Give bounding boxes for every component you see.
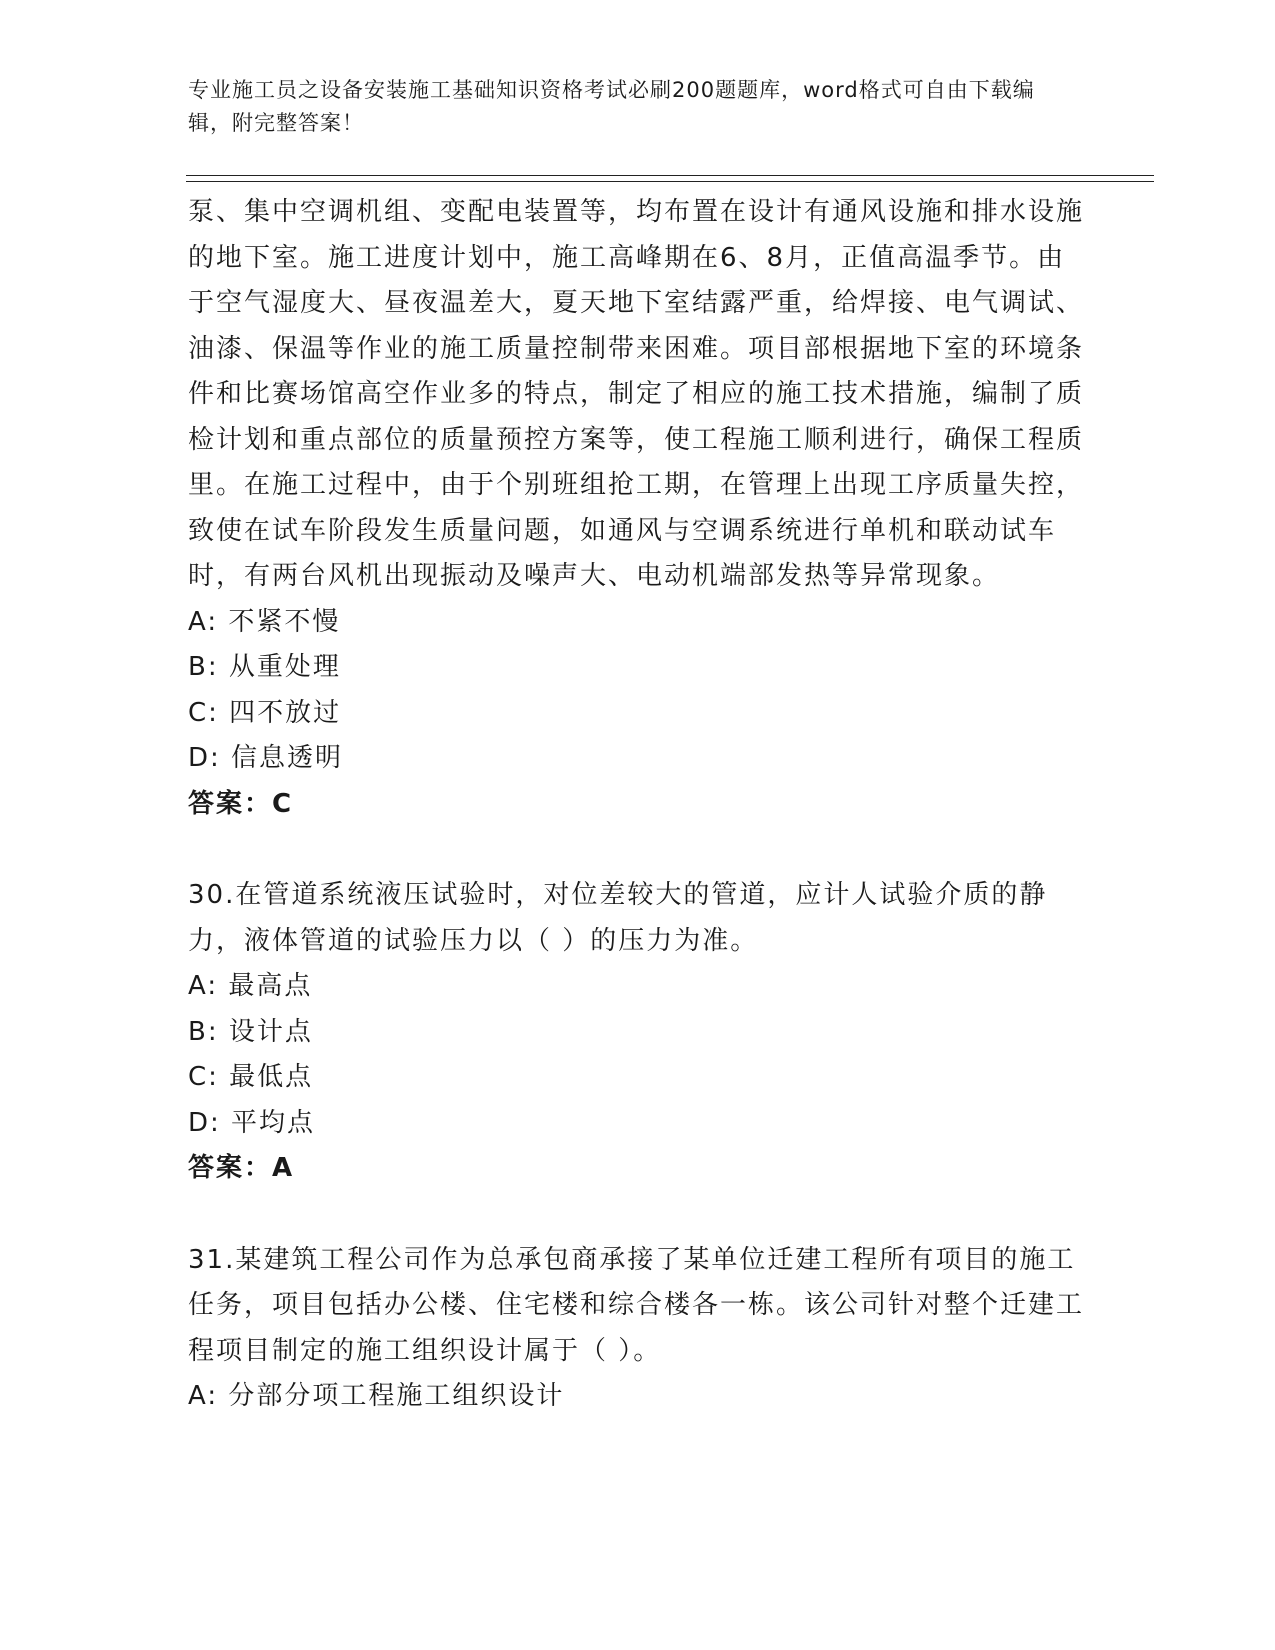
spacer [188,827,1088,873]
document-body [188,190,1088,1420]
option-d: D: 平均点 [188,1107,316,1138]
question-text: 31.某建筑工程公司作为总承包商承接了某单位迁建工程所有项目的施工任务，项目包括办公楼、住宅楼和综合楼各一栋。该公司针对整个迁建工程项目制定的施工组织设计属于（ ）。 [188,1244,1085,1366]
question-31 [188,1238,1088,1420]
question-30 [188,873,1088,1192]
option-c: C: 四不放过 [188,697,342,728]
question-29 [188,190,1088,827]
document-header [188,74,1068,140]
question-text: 30.在管道系统液压试验时，对位差较大的管道，应计人试验介质的静力，液体管道的试验压力以（ ）的压力为准。 [188,880,1048,956]
header-divider [186,175,1154,182]
spacer [188,1192,1088,1238]
option-b: B: 从重处理 [188,652,341,682]
document-title: 专业施工员之设备安装施工基础知识资格考试必刷200题题库，word格式可自由下载编辑，附完整答案！ [188,78,1035,135]
option-a: A: 不紧不慢 [188,606,341,637]
option-d: D: 信息透明 [188,743,344,773]
option-c: C: 最低点 [188,1062,314,1092]
option-b: B: 设计点 [188,1016,313,1047]
option-a: A: 分部分项工程施工组织设计 [188,1381,565,1411]
answer: 答案：C [188,788,294,819]
answer: 答案：A [188,1153,295,1183]
question-text: 泵、集中空调机组、变配电装置等，均布置在设计有通风设施和排水设施的地下室。施工进度计划中，施工高峰期在6、8月，正值高温季节。由于空气湿度大、昼夜温差大，夏天地下室结露严重，给焊接、电气调试、油漆、保温等作业的施工质量控制带来困难。项目部根据地下室的环境条件和比赛场馆高空作业多的特点，制定了相应的施工技术措施，编制了质检计划和重点部位的质量预控方案等，使工程施工顺利进行，确保工程质里。在施工过程中，由于个别班组抢工期，在管理上出现工序质量失控，致使在试车阶段发生质量问题，如通风与空调系统进行单机和联动试车时，有两台风机出现振动及噪声大、电动机端部发热等异常现象。 [188,197,1085,591]
option-a: A: 最高点 [188,971,313,1001]
